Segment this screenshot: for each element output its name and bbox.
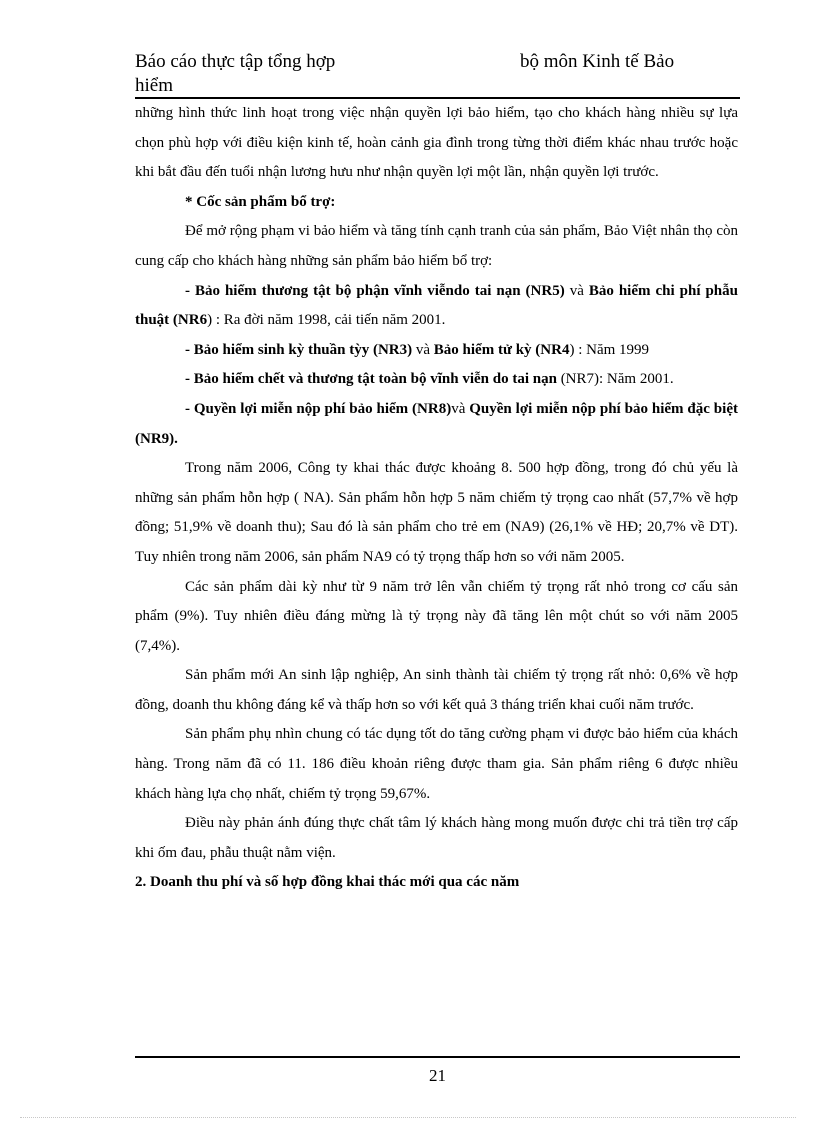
paragraph-rider-products: Sản phẩm phụ nhìn chung có tác dụng tốt do tăng cường phạm vi được bảo hiểm của khách hàng. Trong năm đã có 11. 186 điều khoản riêng được tham gia. Sản phẩm riêng 6 được nhiều khách hàng lựa chọ nhất, chiếm tỷ trọng 59,67%. [135, 726, 738, 802]
header-department-continued: hiểm [135, 75, 173, 96]
list-item-nr3-nr4: - Bảo hiểm sinh kỳ thuần tỳy (NR3) và Bảo hiểm tử kỳ (NR4) : Năm 1999 [185, 341, 650, 358]
paragraph-continued: những hình thức linh hoạt trong việc nhận quyền lợi bảo hiểm, tạo cho khách hàng nhiều sự lựa chọn phù hợp với điều kiện kinh tế, hoàn cảnh gia đình trong từng thời điểm khác nhau trước hoặc khi bắt đầu đến tuổi nhận lương hưu như nhận quyền lợi một lần, nhận quyền lợi trước. [135, 105, 738, 181]
paragraph-customer-psychology: Điều này phản ánh đúng thực chất tâm lý khách hàng mong muốn được chi trả tiền trợ cấp khi ốm đau, phẫu thuật nằm viện. [135, 815, 738, 861]
page-number: 21 [429, 1066, 446, 1085]
header-department: bộ môn Kinh tế Bảo [520, 51, 675, 72]
page-body [135, 99, 738, 898]
paragraph-new-products: Sản phẩm mới An sinh lập nghiệp, An sinh thành tài chiếm tỷ trọng rất nhỏ: 0,6% về hợp đồng, doanh thu không đáng kể và thấp hơn so với kết quả 3 tháng triển khai cuối năm trước. [135, 667, 738, 713]
list-item-nr5-nr6: - Bảo hiểm thương tật bộ phận vĩnh viễndo tai nạn (NR5) và Bảo hiểm chi phí phẫu thuật (NR6) : Ra đời năm 1998, cải tiến năm 2001. [135, 282, 738, 329]
section-heading-revenue: 2. Doanh thu phí và số hợp đồng khai thác mới qua các năm [135, 874, 520, 891]
section-subheading-supplementary-products: * Cốc sản phẩm bổ trợ: [185, 193, 336, 210]
paragraph-long-term-products: Các sản phẩm dài kỳ như từ 9 năm trở lên vẫn chiếm tỷ trọng rất nhỏ trong cơ cấu sản phẩm (9%). Tuy nhiên điều đáng mừng là tỷ trọng này đã tăng lên một chút so với năm 2005 (7,4%). [135, 578, 738, 654]
paragraph-supplementary-intro: Để mở rộng phạm vi bảo hiểm và tăng tính cạnh tranh của sản phẩm, Bảo Việt nhân thọ còn cung cấp cho khách hàng những sản phẩm bảo hiểm bổ trợ: [135, 223, 738, 269]
paragraph-2006-contracts: Trong năm 2006, Công ty khai thác được khoảng 8. 500 hợp đồng, trong đó chủ yếu là những sản phẩm hỗn hợp ( NA). Sản phẩm hỗn hợp 5 năm chiếm tỷ trọng cao nhất (57,7% về hợp đồng; 51,9% về doanh thu); Sau đó là sản phẩm cho trẻ em (NA9) (26,1% về HĐ; 20,7% về DT). Tuy nhiên trong năm 2006, sản phẩm NA9 có tỷ trọng thấp hơn so với năm 2005. [135, 460, 738, 565]
header-report-title: Báo cáo thực tập tổng hợp [135, 51, 336, 72]
list-item-nr8-nr9: - Quyền lợi miễn nộp phí bảo hiểm (NR8)và Quyền lợi miễn nộp phí bảo hiểm đặc biệt (NR9). [135, 400, 738, 447]
list-item-nr7: - Bảo hiểm chết và thương tật toàn bộ vĩnh viễn do tai nạn (NR7): Năm 2001. [185, 371, 674, 388]
page-bottom-edge [20, 1117, 796, 1118]
footer-divider [135, 1056, 740, 1058]
